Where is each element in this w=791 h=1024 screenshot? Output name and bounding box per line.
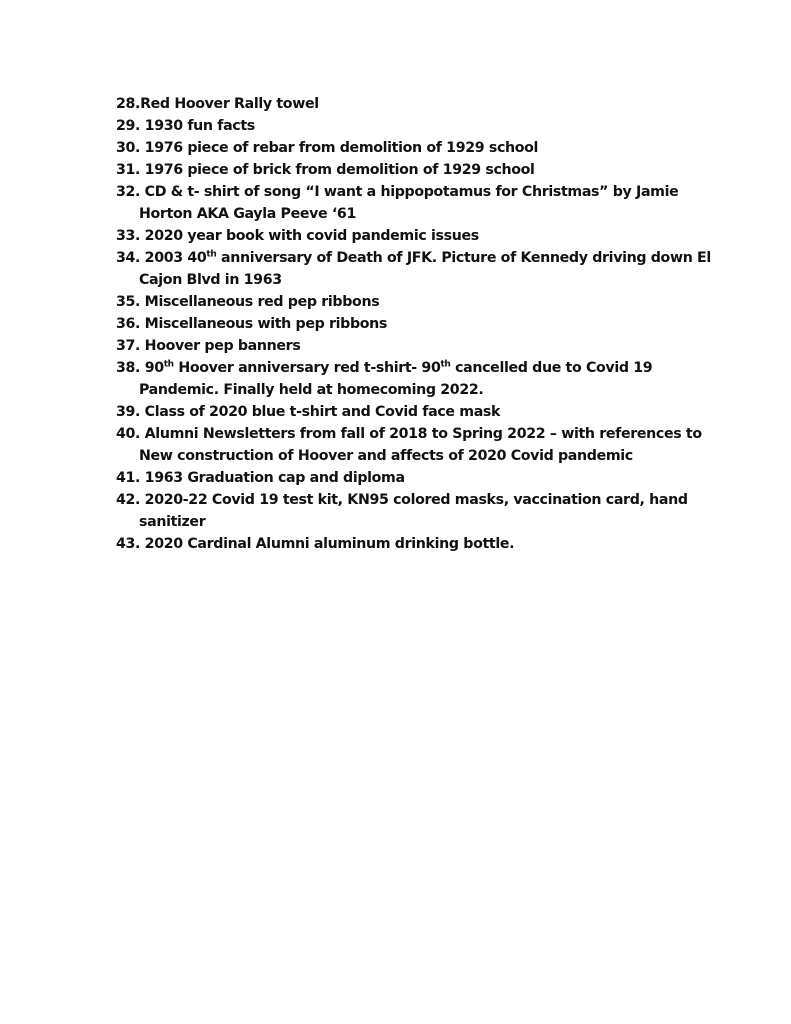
list-item: 38. 90th Hoover anniversary red t-shirt- 90th cancelled due to Covid 19	[116, 359, 653, 376]
inventory-list	[116, 93, 716, 555]
list-item-continuation: Cajon Blvd in 1963	[139, 272, 282, 288]
list-item: 35. Miscellaneous red pep ribbons	[116, 294, 380, 310]
list-item: 43. 2020 Cardinal Alumni aluminum drinking bottle.	[116, 536, 515, 552]
list-item-continuation: Horton AKA Gayla Peeve ‘61	[139, 206, 356, 222]
list-item: 41. 1963 Graduation cap and diploma	[116, 470, 405, 486]
list-item: 32. CD & t- shirt of song “I want a hippopotamus for Christmas” by Jamie	[116, 184, 679, 200]
list-item: 29. 1930 fun facts	[116, 118, 255, 134]
list-item: 31. 1976 piece of brick from demolition of 1929 school	[116, 162, 535, 178]
list-item: 39. Class of 2020 blue t-shirt and Covid face mask	[116, 404, 501, 420]
list-item-continuation: Pandemic. Finally held at homecoming 2022.	[139, 382, 484, 398]
list-item: 30. 1976 piece of rebar from demolition of 1929 school	[116, 140, 539, 156]
list-item: 42. 2020-22 Covid 19 test kit, KN95 colored masks, vaccination card, hand	[116, 492, 688, 508]
list-item-continuation: sanitizer	[139, 514, 206, 530]
list-item: 36. Miscellaneous with pep ribbons	[116, 316, 388, 332]
list-item: 40. Alumni Newsletters from fall of 2018 to Spring 2022 – with references to	[116, 426, 702, 442]
list-item: 28.Red Hoover Rally towel	[116, 96, 319, 112]
list-item: 34. 2003 40th anniversary of Death of JFK. Picture of Kennedy driving down El	[116, 249, 711, 266]
list-item: 33. 2020 year book with covid pandemic issues	[116, 228, 479, 244]
list-item-continuation: New construction of Hoover and affects of 2020 Covid pandemic	[139, 448, 633, 464]
list-item: 37. Hoover pep banners	[116, 338, 301, 354]
